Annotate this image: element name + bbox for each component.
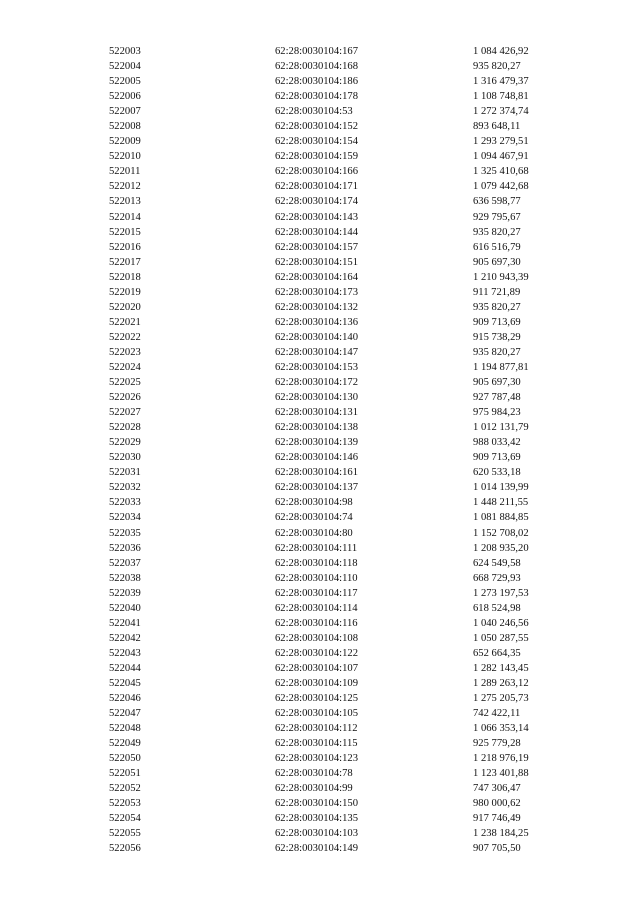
cadastral-number-cell: 62:28:0030104:112 (275, 723, 358, 735)
row-number-cell: 522039 (109, 587, 141, 599)
cadastral-value-cell: 616 516,79 (473, 241, 521, 253)
cadastral-value-cell: 618 524,98 (473, 602, 521, 614)
cadastral-value-cell: 911 721,89 (473, 286, 521, 298)
cadastral-value-cell: 1 079 442,68 (473, 181, 529, 193)
cadastral-value-cell: 1 210 943,39 (473, 271, 529, 283)
cadastral-number-cell: 62:28:0030104:116 (275, 617, 358, 629)
cadastral-value-cell: 927 787,48 (473, 392, 521, 404)
row-number-cell: 522009 (109, 136, 141, 148)
row-number-cell: 522056 (109, 843, 141, 855)
cadastral-number-cell: 62:28:0030104:125 (275, 693, 358, 705)
cadastral-number-cell: 62:28:0030104:132 (275, 301, 358, 313)
cadastral-value-cell: 1 448 211,55 (473, 497, 529, 509)
row-number-cell: 522028 (109, 422, 141, 434)
row-number-cell: 522026 (109, 392, 141, 404)
cadastral-value-cell: 907 705,50 (473, 843, 521, 855)
row-number-cell: 522008 (109, 121, 141, 133)
row-number-cell: 522045 (109, 677, 141, 689)
cadastral-value-cell: 1 081 884,85 (473, 512, 529, 524)
row-number-cell: 522054 (109, 813, 141, 825)
row-number-cell: 522027 (109, 407, 141, 419)
row-number-cell: 522010 (109, 151, 141, 163)
cadastral-number-cell: 62:28:0030104:173 (275, 286, 358, 298)
cadastral-number-cell: 62:28:0030104:151 (275, 256, 358, 268)
cadastral-value-cell: 925 779,28 (473, 738, 521, 750)
row-number-cell: 522053 (109, 798, 141, 810)
row-number-cell: 522050 (109, 753, 141, 765)
cadastral-number-cell: 62:28:0030104:168 (275, 61, 358, 73)
row-number-cell: 522055 (109, 828, 141, 840)
cadastral-value-cell: 1 316 479,37 (473, 76, 529, 88)
row-number-cell: 522023 (109, 346, 141, 358)
cadastral-value-cell: 747 306,47 (473, 783, 521, 795)
cadastral-number-cell: 62:28:0030104:157 (275, 241, 358, 253)
row-number-cell: 522004 (109, 61, 141, 73)
row-number-cell: 522052 (109, 783, 141, 795)
row-number-cell: 522003 (109, 46, 141, 57)
cadastral-value-cell: 909 713,69 (473, 452, 521, 464)
row-number-cell: 522036 (109, 542, 141, 554)
cadastral-number-cell: 62:28:0030104:172 (275, 377, 358, 389)
cadastral-number-cell: 62:28:0030104:122 (275, 647, 358, 659)
cadastral-value-cell: 742 422,11 (473, 708, 521, 720)
cadastral-number-cell: 62:28:0030104:78 (275, 768, 353, 780)
cadastral-number-cell: 62:28:0030104:146 (275, 452, 358, 464)
cadastral-value-cell: 935 820,27 (473, 301, 521, 313)
row-number-cell: 522046 (109, 693, 141, 705)
cadastral-value-cell: 917 746,49 (473, 813, 521, 825)
row-number-cell: 522018 (109, 271, 141, 283)
row-number-cell: 522044 (109, 662, 141, 674)
cadastral-value-cell: 935 820,27 (473, 226, 521, 238)
cadastral-number-cell: 62:28:0030104:144 (275, 226, 358, 238)
cadastral-value-cell: 1 273 197,53 (473, 587, 529, 599)
row-number-cell: 522038 (109, 572, 141, 584)
cadastral-value-cell: 1 152 708,02 (473, 527, 529, 539)
cadastral-number-cell: 62:28:0030104:178 (275, 91, 358, 103)
row-number-cell: 522048 (109, 723, 141, 735)
cadastral-number-cell: 62:28:0030104:159 (275, 151, 358, 163)
cadastral-value-cell: 893 648,11 (473, 121, 521, 133)
row-number-cell: 522006 (109, 91, 141, 103)
cadastral-value-cell: 975 984,23 (473, 407, 521, 419)
cadastral-value-cell: 1 293 279,51 (473, 136, 529, 148)
cadastral-number-cell: 62:28:0030104:174 (275, 196, 358, 208)
cadastral-number-cell: 62:28:0030104:171 (275, 181, 358, 193)
cadastral-number-cell: 62:28:0030104:147 (275, 346, 358, 358)
row-number-cell: 522012 (109, 181, 141, 193)
cadastral-number-cell: 62:28:0030104:140 (275, 331, 358, 343)
cadastral-value-cell: 636 598,77 (473, 196, 521, 208)
cadastral-value-cell: 1 218 976,19 (473, 753, 529, 765)
cadastral-value-cell: 909 713,69 (473, 316, 521, 328)
cadastral-value-cell: 1 094 467,91 (473, 151, 529, 163)
cadastral-number-cell: 62:28:0030104:150 (275, 798, 358, 810)
row-number-cell: 522022 (109, 331, 141, 343)
cadastral-value-cell: 1 289 263,12 (473, 677, 529, 689)
cadastral-value-cell: 935 820,27 (473, 61, 521, 73)
row-number-cell: 522007 (109, 106, 141, 118)
cadastral-number-cell: 62:28:0030104:115 (275, 738, 358, 750)
cadastral-value-cell: 652 664,35 (473, 647, 521, 659)
cadastral-number-cell: 62:28:0030104:167 (275, 46, 358, 57)
cadastral-number-cell: 62:28:0030104:161 (275, 467, 358, 479)
cadastral-value-cell: 929 795,67 (473, 211, 521, 223)
row-number-cell: 522035 (109, 527, 141, 539)
cadastral-number-cell: 62:28:0030104:152 (275, 121, 358, 133)
cadastral-value-cell: 935 820,27 (473, 346, 521, 358)
cadastral-value-cell: 1 325 410,68 (473, 166, 529, 178)
row-number-cell: 522011 (109, 166, 141, 178)
row-number-cell: 522040 (109, 602, 141, 614)
cadastral-number-cell: 62:28:0030104:53 (275, 106, 353, 118)
row-number-cell: 522051 (109, 768, 141, 780)
cadastral-value-cell: 1 084 426,92 (473, 46, 529, 57)
cadastral-value-cell: 1 282 143,45 (473, 662, 529, 674)
cadastral-value-cell: 1 066 353,14 (473, 723, 529, 735)
cadastral-value-cell: 905 697,30 (473, 256, 521, 268)
cadastral-number-cell: 62:28:0030104:138 (275, 422, 358, 434)
row-number-cell: 522047 (109, 708, 141, 720)
cadastral-number-cell: 62:28:0030104:103 (275, 828, 358, 840)
cadastral-value-cell: 620 533,18 (473, 467, 521, 479)
row-number-cell: 522005 (109, 76, 141, 88)
cadastral-number-cell: 62:28:0030104:130 (275, 392, 358, 404)
cadastral-number-cell: 62:28:0030104:117 (275, 587, 358, 599)
cadastral-value-cell: 1 208 935,20 (473, 542, 529, 554)
cadastral-number-cell: 62:28:0030104:135 (275, 813, 358, 825)
row-number-cell: 522033 (109, 497, 141, 509)
row-number-cell: 522032 (109, 482, 141, 494)
cadastral-number-cell: 62:28:0030104:139 (275, 437, 358, 449)
cadastral-value-cell: 1 123 401,88 (473, 768, 529, 780)
cadastral-number-cell: 62:28:0030104:107 (275, 662, 358, 674)
cadastral-value-cell: 1 272 374,74 (473, 106, 529, 118)
row-number-cell: 522049 (109, 738, 141, 750)
cadastral-number-cell: 62:28:0030104:108 (275, 632, 358, 644)
cadastral-number-cell: 62:28:0030104:111 (275, 542, 358, 554)
row-number-cell: 522017 (109, 256, 141, 268)
cadastral-number-cell: 62:28:0030104:154 (275, 136, 358, 148)
cadastral-value-cell: 1 238 184,25 (473, 828, 529, 840)
row-number-cell: 522042 (109, 632, 141, 644)
cadastral-value-cell: 668 729,93 (473, 572, 521, 584)
cadastral-value-cell: 905 697,30 (473, 377, 521, 389)
cadastral-number-cell: 62:28:0030104:74 (275, 512, 353, 524)
row-number-cell: 522016 (109, 241, 141, 253)
cadastral-value-cell: 1 014 139,99 (473, 482, 529, 494)
cadastral-number-cell: 62:28:0030104:118 (275, 557, 358, 569)
cadastral-value-cell: 1 275 205,73 (473, 693, 529, 705)
cadastral-number-cell: 62:28:0030104:136 (275, 316, 358, 328)
cadastral-number-cell: 62:28:0030104:143 (275, 211, 358, 223)
cadastral-number-cell: 62:28:0030104:164 (275, 271, 358, 283)
cadastral-value-cell: 624 549,58 (473, 557, 521, 569)
cadastral-number-cell: 62:28:0030104:123 (275, 753, 358, 765)
cadastral-number-cell: 62:28:0030104:99 (275, 783, 353, 795)
cadastral-number-cell: 62:28:0030104:114 (275, 602, 358, 614)
cadastral-value-cell: 1 012 131,79 (473, 422, 529, 434)
row-number-cell: 522034 (109, 512, 141, 524)
cadastral-value-cell: 915 738,29 (473, 331, 521, 343)
cadastral-number-cell: 62:28:0030104:153 (275, 361, 358, 373)
row-number-cell: 522031 (109, 467, 141, 479)
cadastral-number-cell: 62:28:0030104:98 (275, 497, 353, 509)
row-number-cell: 522025 (109, 377, 141, 389)
cadastral-number-cell: 62:28:0030104:149 (275, 843, 358, 855)
row-number-cell: 522021 (109, 316, 141, 328)
row-number-cell: 522015 (109, 226, 141, 238)
cadastral-number-cell: 62:28:0030104:131 (275, 407, 358, 419)
cadastral-number-cell: 62:28:0030104:166 (275, 166, 358, 178)
row-number-cell: 522041 (109, 617, 141, 629)
cadastral-value-cell: 1 040 246,56 (473, 617, 529, 629)
cadastral-value-cell: 980 000,62 (473, 798, 521, 810)
row-number-cell: 522013 (109, 196, 141, 208)
row-number-cell: 522014 (109, 211, 141, 223)
row-number-cell: 522020 (109, 301, 141, 313)
cadastral-number-cell: 62:28:0030104:109 (275, 677, 358, 689)
cadastral-number-cell: 62:28:0030104:186 (275, 76, 358, 88)
row-number-cell: 522043 (109, 647, 141, 659)
row-number-cell: 522029 (109, 437, 141, 449)
cadastral-number-cell: 62:28:0030104:80 (275, 527, 353, 539)
row-number-cell: 522030 (109, 452, 141, 464)
row-number-cell: 522037 (109, 557, 141, 569)
cadastral-value-cell: 1 108 748,81 (473, 91, 529, 103)
cadastral-number-cell: 62:28:0030104:110 (275, 572, 358, 584)
row-number-cell: 522024 (109, 361, 141, 373)
cadastral-number-cell: 62:28:0030104:137 (275, 482, 358, 494)
row-number-cell: 522019 (109, 286, 141, 298)
cadastral-value-cell: 1 194 877,81 (473, 361, 529, 373)
cadastral-value-cell: 988 033,42 (473, 437, 521, 449)
cadastral-number-cell: 62:28:0030104:105 (275, 708, 358, 720)
cadastral-value-cell: 1 050 287,55 (473, 632, 529, 644)
